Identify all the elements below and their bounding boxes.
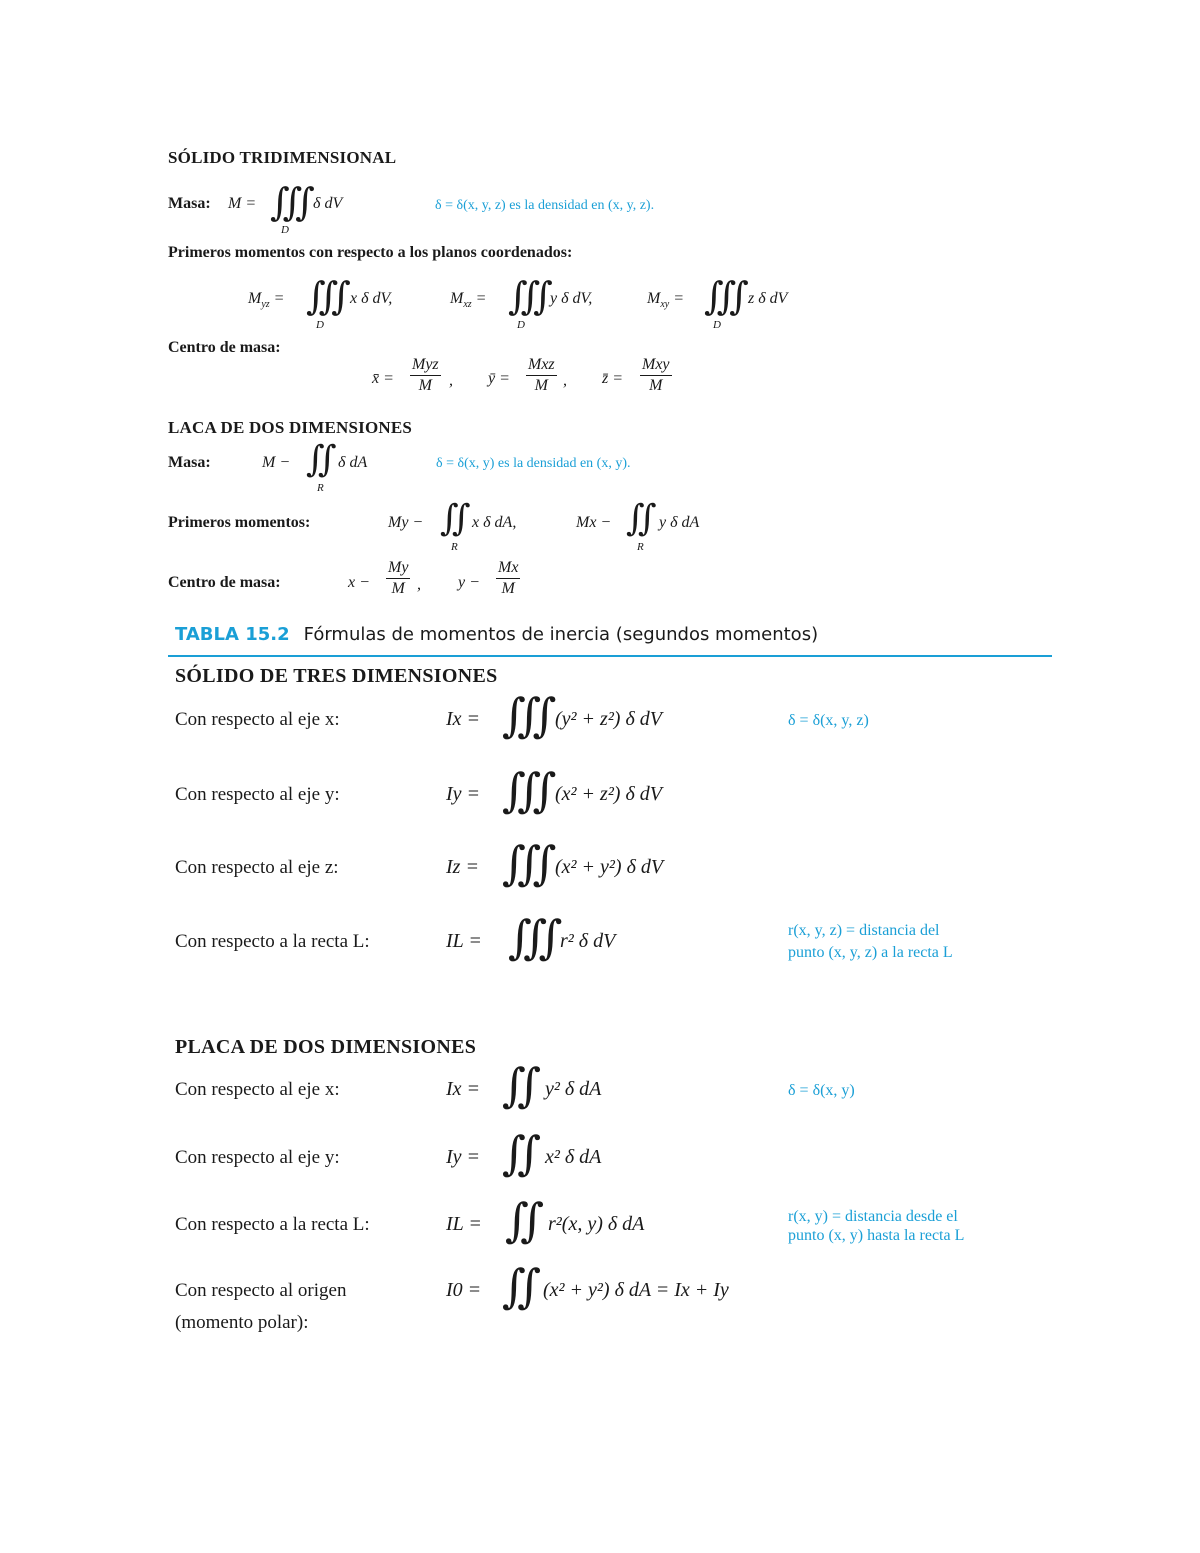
inertia-solid-rhs: (y² + z²) δ dV — [555, 708, 662, 730]
plate-x-fraction: $\frac{My}{M}$ — [388, 559, 409, 597]
plate-yc-lhs: y − — [458, 574, 480, 591]
inertia-solid-row-label: Con respecto a la recta L: — [175, 931, 370, 952]
mass-label: Masa: — [168, 195, 211, 212]
mxy-integrand: z δ dV — [748, 290, 788, 307]
mxz-lhs: $M_{xz}$ = — [450, 290, 487, 311]
inertia-plate-row-label-line2: (momento polar): — [175, 1312, 309, 1333]
double-integral-il: ∬ — [505, 1193, 545, 1247]
inertia-solid-note: δ = δ(x, y, z) — [788, 712, 869, 729]
density-note-2d: δ = δ(x, y) es la densidad en (x, y). — [436, 456, 631, 471]
region-d-mxy: D — [713, 319, 721, 331]
inertia-plate-row-label: Con respecto a la recta L: — [175, 1214, 370, 1235]
myz-integrand: x δ dV, — [350, 290, 393, 307]
section-heading-inertia-solid: SÓLIDO DE TRES DIMENSIONES — [175, 665, 498, 687]
section-heading-inertia-plate: PLACA DE DOS DIMENSIONES — [175, 1036, 477, 1058]
inertia-plate-row-label: Con respecto al eje x: — [175, 1079, 340, 1100]
region-r: R — [317, 482, 324, 494]
inertia-solid-rhs: r² δ dV — [560, 930, 616, 952]
mass-lhs: M = — [228, 195, 257, 212]
inertia-solid-note-line2: punto (x, y, z) a la recta L — [788, 944, 953, 961]
center-of-mass-label: Centro de masa: — [168, 339, 281, 356]
section-heading-plate-top: LACA DE DOS DIMENSIONES — [168, 418, 413, 437]
zbar-fraction: Mxy M — [642, 356, 670, 394]
inertia-plate-lhs: Ix = — [446, 1078, 481, 1100]
inertia-solid-row-label: Con respecto al eje z: — [175, 857, 339, 878]
plate-first-moments-label: Primeros momentos: — [168, 514, 311, 531]
inertia-plate-rhs: r²(x, y) δ dA — [548, 1213, 645, 1235]
inertia-solid-row-label: Con respecto al eje x: — [175, 709, 340, 730]
region-d-mxz: D — [517, 319, 525, 331]
section-heading-solid: SÓLIDO TRIDIMENSIONAL — [168, 148, 397, 167]
inertia-plate-note: r(x, y) = distancia desde el — [788, 1208, 958, 1225]
inertia-plate-lhs: I0 = — [446, 1279, 482, 1301]
inertia-solid-lhs: Ix = — [446, 708, 481, 730]
double-integral-sign: ∬ — [306, 439, 337, 480]
ybar-lhs: ȳ = — [488, 370, 510, 387]
mxy-lhs: $M_{xy}$ = — [647, 290, 685, 311]
xbar-fraction: Myz M — [412, 356, 439, 394]
inertia-plate-note: δ = δ(x, y) — [788, 1082, 855, 1099]
triple-integral-iy: ∭ — [502, 763, 557, 817]
plate-y-fraction: $\frac{Mx}{M}$ — [498, 559, 519, 597]
ybar-fraction: Mxz M — [528, 356, 555, 394]
region-d-myz: D — [316, 319, 324, 331]
mxz-integrand: y δ dV, — [550, 290, 593, 307]
region-r-my: R — [451, 541, 458, 553]
inertia-solid-lhs: Iz = — [446, 856, 479, 878]
triple-integral-iz: ∭ — [502, 836, 557, 890]
my-integrand: x δ dA, — [472, 514, 517, 531]
double-integral-my: ∬ — [440, 498, 471, 539]
plate-center-label: Centro de masa: — [168, 574, 281, 591]
zbar-lhs: z̄ = — [602, 370, 624, 387]
mx-integrand: y δ dA — [659, 514, 700, 531]
double-integral-iy: ∬ — [502, 1126, 542, 1180]
triple-integral-myz: ∭ — [306, 274, 351, 318]
inertia-solid-lhs: Iy = — [446, 783, 481, 805]
plate-mass-label: Masa: — [168, 454, 211, 471]
inertia-solid-rhs: (x² + z²) δ dV — [555, 783, 662, 805]
plate-mass-integrand: δ dA — [338, 454, 368, 471]
region-r-mx: R — [637, 541, 644, 553]
table-rule — [168, 655, 1052, 657]
inertia-plate-row-label: Con respecto al eje y: — [175, 1147, 340, 1168]
triple-integral-il: ∭ — [508, 910, 563, 964]
table-tag: TABLA 15.2 — [175, 624, 290, 645]
myz-lhs: $M_{yz}$ = — [248, 290, 285, 311]
inertia-plate-row-label: Con respecto al origen — [175, 1280, 347, 1301]
inertia-plate-lhs: IL = — [446, 1213, 482, 1235]
inertia-plate-note-line2: punto (x, y) hasta la recta L — [788, 1227, 965, 1244]
table-title — [175, 624, 818, 645]
my-lhs: My − — [388, 514, 424, 531]
inertia-plate-rhs: y² δ dA — [545, 1078, 602, 1100]
plate-xc-lhs: x − — [348, 574, 370, 591]
triple-integral-mxy: ∭ — [704, 274, 749, 318]
mx-lhs: Mx − — [576, 514, 612, 531]
mass-integrand: δ dV — [313, 195, 343, 212]
inertia-plate-rhs: (x² + y²) δ dA = Ix + Iy — [543, 1279, 729, 1301]
double-integral-i0: ∬ — [502, 1259, 542, 1313]
inertia-solid-note: r(x, y, z) = distancia del — [788, 922, 940, 939]
first-moments-label: Primeros momentos con respecto a los planos coordenados: — [168, 244, 573, 261]
density-note-3d: δ = δ(x, y, z) es la densidad en (x, y, z). — [435, 198, 655, 213]
inertia-plate-rhs: x² δ dA — [545, 1146, 602, 1168]
triple-integral-sign: ∭ — [270, 180, 315, 224]
region-d: D — [281, 224, 289, 236]
double-integral-mx: ∬ — [626, 498, 657, 539]
inertia-solid-lhs: IL = — [446, 930, 482, 952]
plate-mass-lhs: M − — [262, 454, 291, 471]
triple-integral-mxz: ∭ — [508, 274, 553, 318]
inertia-plate-lhs: Iy = — [446, 1146, 481, 1168]
inertia-solid-rhs: (x² + y²) δ dV — [555, 856, 664, 878]
table-caption: Fórmulas de momentos de inercia (segundos momentos) — [303, 624, 819, 645]
inertia-solid-row-label: Con respecto al eje y: — [175, 784, 340, 805]
double-integral-ix: ∬ — [502, 1058, 542, 1112]
xbar-lhs: x̄ = — [372, 370, 394, 387]
triple-integral-ix: ∭ — [502, 688, 557, 742]
